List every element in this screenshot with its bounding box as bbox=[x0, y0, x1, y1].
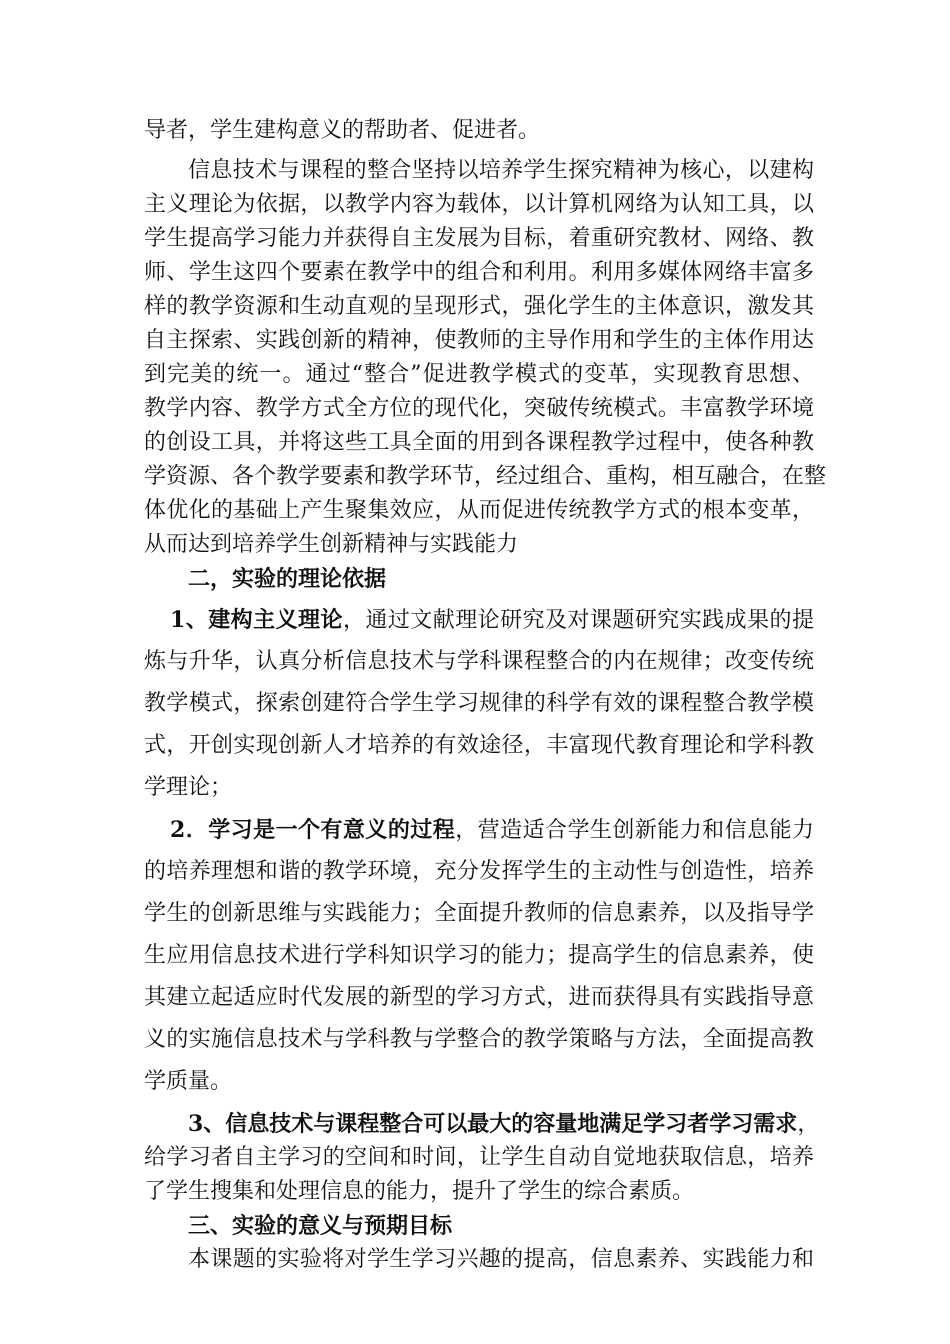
section-heading: 二，实验的理论依据 bbox=[188, 566, 387, 592]
paragraph-line: 教学内容、教学方式全方位的现代化，突破传统模式。丰富教学环境 bbox=[144, 396, 814, 421]
item-text: ， bbox=[797, 1112, 820, 1137]
paragraph-line: 给学习者自主学习的空间和时间，让学生自动自觉地获取信息，培养 bbox=[144, 1145, 814, 1170]
item-title: 1、建构主义理论 bbox=[170, 607, 343, 633]
paragraph-line: 师、学生这四个要素在教学中的组合和利用。利用多媒体网络丰富多 bbox=[144, 260, 814, 285]
section-heading: 三、实验的意义与预期目标 bbox=[188, 1213, 453, 1239]
paragraph-line: 自主探索、实践创新的精神，使教师的主导作用和学生的主体作用达 bbox=[144, 328, 814, 353]
paragraph-line: 信息技术与课程的整合坚持以培养学生探究精神为核心，以建构 bbox=[188, 158, 814, 183]
paragraph-line: 学生提高学习能力并获得自主发展为目标，着重研究教材、网络、教 bbox=[144, 226, 814, 251]
paragraph-line: 的培养理想和谐的教学环境，充分发挥学生的主动性与创造性，培养 bbox=[144, 859, 814, 884]
paragraph-line: 学理论； bbox=[144, 775, 233, 800]
paragraph-line: 体优化的基础上产生聚集效应，从而促进传统教学方式的根本变革， bbox=[144, 498, 814, 523]
paragraph-line: 式，开创实现创新人才培养的有效途径，丰富现代教育理论和学科教 bbox=[144, 733, 814, 758]
paragraph-line: 学资源、各个教学要素和教学环节，经过组合、重构，相互融合，在整 bbox=[144, 464, 827, 489]
paragraph-line: 学生的创新思维与实践能力；全面提升教师的信息素养，以及指导学 bbox=[144, 901, 814, 926]
item-title: 2．学习是一个有意义的过程 bbox=[170, 817, 456, 843]
paragraph-line: 导者，学生建构意义的帮助者、促进者。 bbox=[144, 118, 541, 143]
paragraph-line: 其建立起适应时代发展的新型的学习方式，进而获得具有实践指导意 bbox=[144, 985, 814, 1010]
paragraph-line: 到完美的统一。通过“整合”促进教学模式的变革，实现教育思想、 bbox=[144, 362, 814, 387]
paragraph-line: 样的教学资源和生动直观的呈现形式，强化学生的主体意识，激发其 bbox=[144, 294, 814, 319]
paragraph-line: 本课题的实验将对学生学习兴趣的提高，信息素养、实践能力和 bbox=[188, 1247, 814, 1272]
paragraph-line: 炼与升华，认真分析信息技术与学科课程整合的内在规律；改变传统 bbox=[144, 649, 814, 674]
paragraph-line bbox=[188, 1108, 820, 1140]
paragraph-line: 教学模式，探索创建符合学生学习规律的科学有效的课程整合教学模 bbox=[144, 691, 814, 716]
paragraph-line: 生应用信息技术进行学科知识学习的能力；提高学生的信息素养，使 bbox=[144, 943, 814, 968]
paragraph-line: 学质量。 bbox=[144, 1069, 233, 1094]
paragraph-line bbox=[170, 604, 814, 636]
item-text: ，营造适合学生创新能力和信息能力 bbox=[455, 818, 814, 843]
paragraph-line bbox=[170, 814, 814, 846]
paragraph-line: 从而达到培养学生创新精神与实践能力 bbox=[144, 532, 519, 557]
paragraph-line: 了学生搜集和处理信息的能力，提升了学生的综合素质。 bbox=[144, 1179, 695, 1204]
item-text: ，通过文献理论研究及对课题研究实践成果的提 bbox=[342, 608, 814, 633]
paragraph-line: 的创设工具，并将这些工具全面的用到各课程教学过程中，使各种教 bbox=[144, 430, 814, 455]
paragraph-line: 主义理论为依据，以教学内容为载体，以计算机网络为认知工具，以 bbox=[144, 192, 814, 217]
paragraph-line: 义的实施信息技术与学科教与学整合的教学策略与方法，全面提高教 bbox=[144, 1027, 814, 1052]
item-title: 3、信息技术与课程整合可以最大的容量地满足学习者学习需求 bbox=[188, 1111, 798, 1137]
